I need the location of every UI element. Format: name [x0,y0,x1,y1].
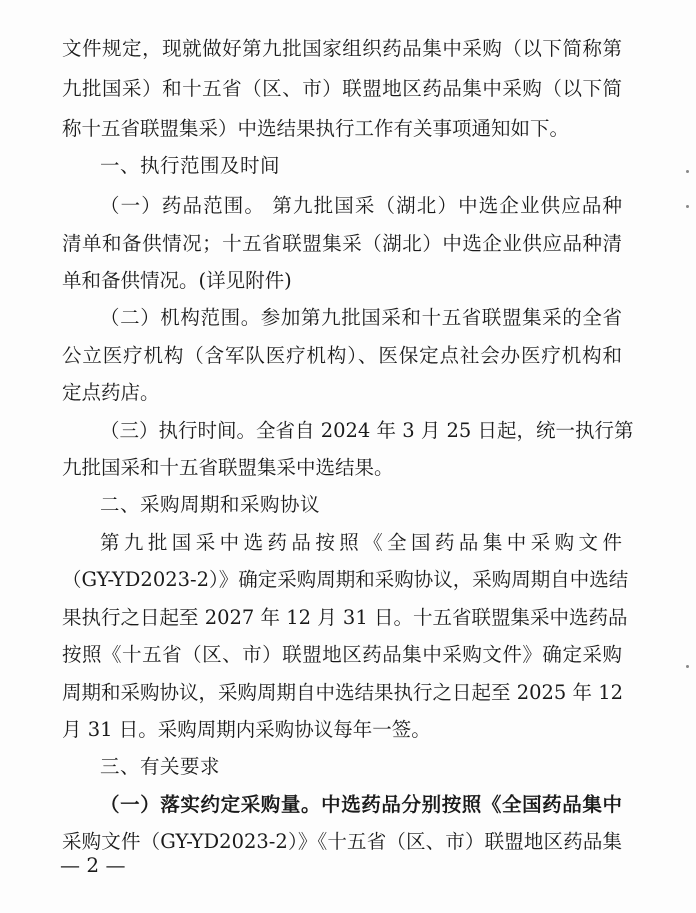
paragraph-requirements-line-2: 采购文件（GY-YD2023-2）》《十五省（区、市）联盟地区药品集 [62,830,622,853]
paragraph-drug-scope-line-3: 单和备供情况。(详见附件) [62,269,292,292]
margin-mark [686,170,689,173]
paragraph-procurement-period-line-1: 第九批国采中选药品按照《全国药品集中采购文件 [100,531,622,554]
page-number: — 2 — [60,853,126,877]
section-heading-3: 三、有关要求 [100,755,221,778]
paragraph-institution-scope-line-3: 定点药店。 [62,381,160,404]
margin-mark [686,205,689,208]
section-heading-1: 一、执行范围及时间 [100,154,281,177]
paragraph-institution-scope-line-2: 公立医疗机构（含军队医疗机构）、医保定点社会办医疗机构和 [62,344,622,367]
paragraph-procurement-period-line-4: 按照《十五省（区、市）联盟地区药品集中采购文件》确定采购 [62,643,622,666]
section-heading-2: 二、采购周期和采购协议 [100,493,321,516]
paragraph-drug-scope-line-2: 清单和备供情况；十五省联盟集采（湖北）中选企业供应品种清 [62,232,622,255]
margin-mark [686,665,689,668]
paragraph-procurement-period-line-3: 果执行之日起至 2027 年 12 月 31 日。十五省联盟集采中选药品 [62,606,628,629]
paragraph-requirements-line-1: （一）落实约定采购量。中选药品分别按照《全国药品集中 [100,793,622,816]
paragraph-institution-scope-line-1: （二）机构范围。参加第九批国采和十五省联盟集采的全省 [100,306,622,329]
paragraph-intro-line-2: 九批国采）和十五省（区、市）联盟地区药品集中采购（以下简 [62,77,622,100]
paragraph-procurement-period-line-2: （GY-YD2023-2）》确定采购周期和采购协议，采购周期自中选结 [62,568,629,591]
paragraph-procurement-period-line-5: 周期和采购协议，采购周期自中选结果执行之日起至 2025 年 12 [62,681,624,704]
paragraph-procurement-period-line-6: 月 31 日。采购周期内采购协议每年一签。 [62,718,431,741]
paragraph-intro-line-1: 文件规定，现就做好第九批国家组织药品集中采购（以下简称第 [62,37,622,60]
paragraph-execution-time-line-2: 九批国采和十五省联盟集采中选结果。 [62,456,394,479]
paragraph-intro-line-3: 称十五省联盟集采）中选结果执行工作有关事项通知如下。 [62,117,570,140]
paragraph-execution-time-line-1: （三）执行时间。全省自 2024 年 3 月 25 日起，统一执行第 [100,419,634,442]
paragraph-drug-scope-line-1: （一）药品范围。 第九批国采（湖北）中选企业供应品种 [100,194,622,217]
